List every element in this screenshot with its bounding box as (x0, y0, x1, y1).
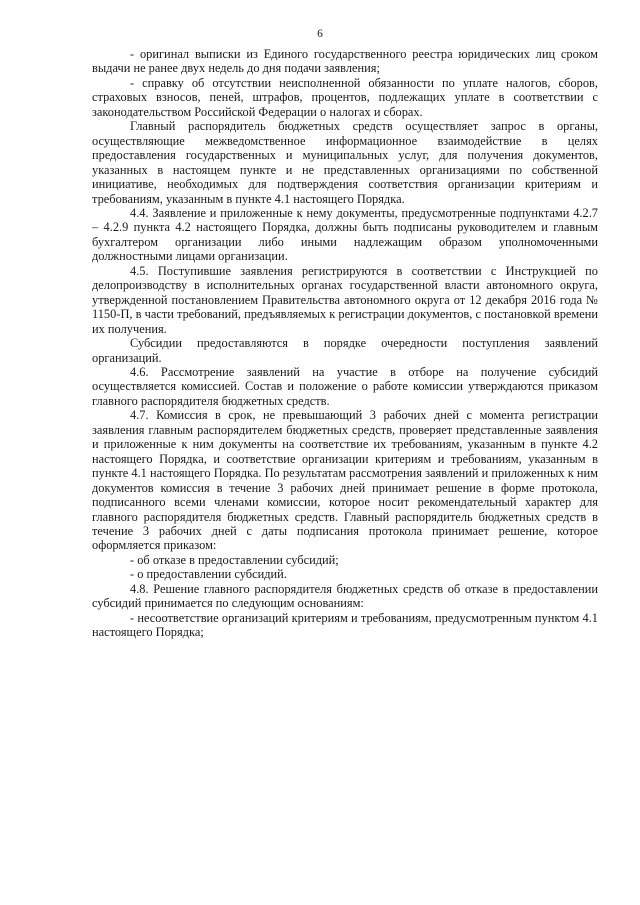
list-item-nonconformity: - несоответствие организаций критериям и требованиям, предусмотренным пунктом 4.1 настоящего Порядка; (92, 610, 598, 640)
paragraph-4-6: 4.6. Рассмотрение заявлений на участие в отборе на получение субсидий осуществляется комиссией. Состав и положение о работе комиссии утверждаются приказом главного распорядителя бюджетных средств. (92, 364, 598, 408)
paragraph-tax-certificate: - справку об отсутствии неисполненной обязанности по уплате налогов, сборов, страховых взносов, пеней, штрафов, процентов, подлежащих уплате в соответствии с законодательством Российской Федерации о налогах и сборах. (92, 75, 598, 119)
paragraph-4-7: 4.7. Комиссия в срок, не превышающий 3 рабочих дней с момента регистрации заявления главным распорядителем бюджетных средств, проверяет представленные заявления и приложенные к ним документы на соответствие их требованиям, указанным в пункте 4.2 настоящего Порядка, и соответствие организации критериям и требованиям, указанным в пункте 4.1 настоящего Порядка. По результатам рассмотрения заявлений и приложенных к ним документов комиссия в течение 3 рабочих дней принимает решение в форме протокола, подписанного всеми членами комиссии, которое носит рекомендательный характер для главного распорядителя бюджетных средств. Главный распорядитель бюджетных средств в течение 3 рабочих дней с даты подписания протокола принимает решение, которое оформляется приказом: (92, 408, 598, 553)
paragraph-4-5: 4.5. Поступившие заявления регистрируются в соответствии с Инструкцией по делопроизводству в исполнительных органах государственной власти автономного округа, утвержденной постановлением Правительства автономного округа от 12 декабря 2016 года № 1150-П, в части требований, предъявляемых к регистрации документов, с постановкой времени их получения. (92, 263, 598, 336)
paragraph-4-4: 4.4. Заявление и приложенные к нему документы, предусмотренные подпунктами 4.2.7 – 4.2.9 пункта 4.2 настоящего Порядка, должны быть подписаны руководителем и главным бухгалтером организации либо иными надлежащим образом уполномоченными должностными лицами организации. (92, 205, 598, 264)
list-item-refusal: - об отказе в предоставлении субсидий; (130, 552, 339, 567)
paragraph-interagency-request: Главный распорядитель бюджетных средств осуществляет запрос в органы, осуществляющие межведомственное информационное взаимодействие в целях предоставления государственных и муниципальных услуг, для получения документов, указанных в настоящем пункте и не представленных организациями по собственной инициативе, необходимых для подтверждения соответствия организации критериям и требованиям, указанным в пункте 4.1 настоящего Порядка. (92, 119, 598, 206)
paragraph-4-8: 4.8. Решение главного распорядителя бюджетных средств об отказе в предоставлении субсидий принимается по следующим основаниям: (92, 581, 598, 611)
page-number: 6 (317, 28, 323, 40)
paragraph-order-of-subsidies: Субсидии предоставляются в порядке очередности поступления заявлений организаций. (92, 336, 598, 365)
paragraph-extract-original: - оригинал выписки из Единого государственного реестра юридических лиц сроком выдачи не ранее двух недель до дня подачи заявления; (92, 47, 598, 76)
document-body (92, 47, 598, 640)
list-item-provision: - о предоставлении субсидий. (130, 567, 287, 582)
